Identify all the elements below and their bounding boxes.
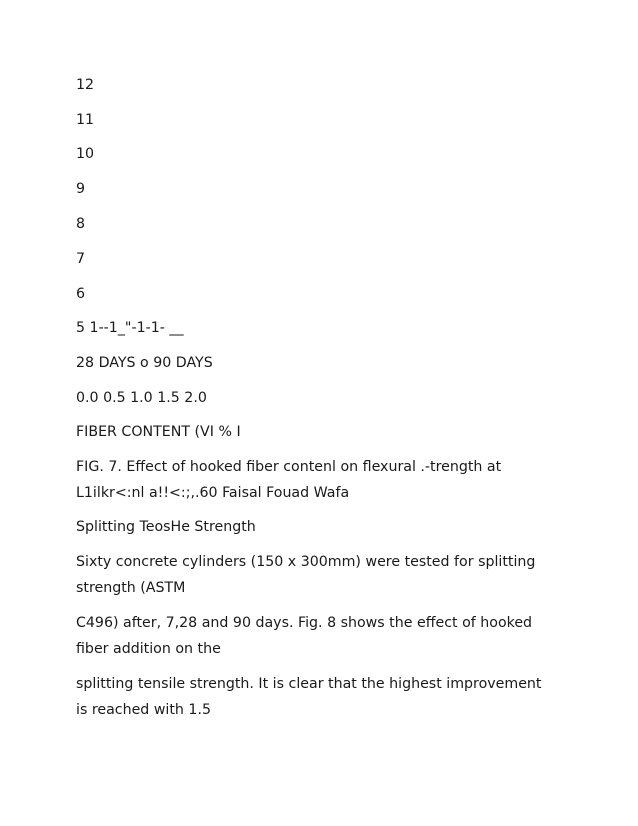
paragraph-3-line1: splitting tensile strength. It is clear that the highest improvement — [76, 676, 542, 692]
text-line-11: 11 — [76, 112, 95, 128]
text-line-12: 12 — [76, 77, 95, 93]
paragraph-3-line2: is reached with 1.5 — [76, 702, 211, 718]
text-line-7: 7 — [76, 251, 86, 267]
figure-caption-line1: FIG. 7. Effect of hooked fiber contenl on flexural .-trength at — [76, 459, 502, 475]
text-line-9: 9 — [76, 181, 86, 197]
text-line-8: 8 — [76, 216, 86, 232]
legend-line: 28 DAYS o 90 DAYS — [76, 355, 213, 371]
text-line-5: 5 1--1_"-1-1- __ — [76, 320, 184, 336]
figure-caption-line2: L1ilkr<:nl a!!<:;,.60 Faisal Fouad Wafa — [76, 485, 350, 501]
section-heading: Splitting TeosHe Strength — [76, 519, 256, 535]
paragraph-1-line2: strength (ASTM — [76, 580, 186, 596]
text-line-6: 6 — [76, 286, 86, 302]
paragraph-2-line2: fiber addition on the — [76, 641, 221, 657]
axis-label-line: FIBER CONTENT (VI % I — [76, 424, 241, 440]
text-line-10: 10 — [76, 146, 95, 162]
paragraph-1-line1: Sixty concrete cylinders (150 x 300mm) were tested for splitting — [76, 554, 536, 570]
axis-ticks-line: 0.0 0.5 1.0 1.5 2.0 — [76, 390, 207, 406]
paragraph-2-line1: C496) after, 7,28 and 90 days. Fig. 8 shows the effect of hooked — [76, 615, 533, 631]
